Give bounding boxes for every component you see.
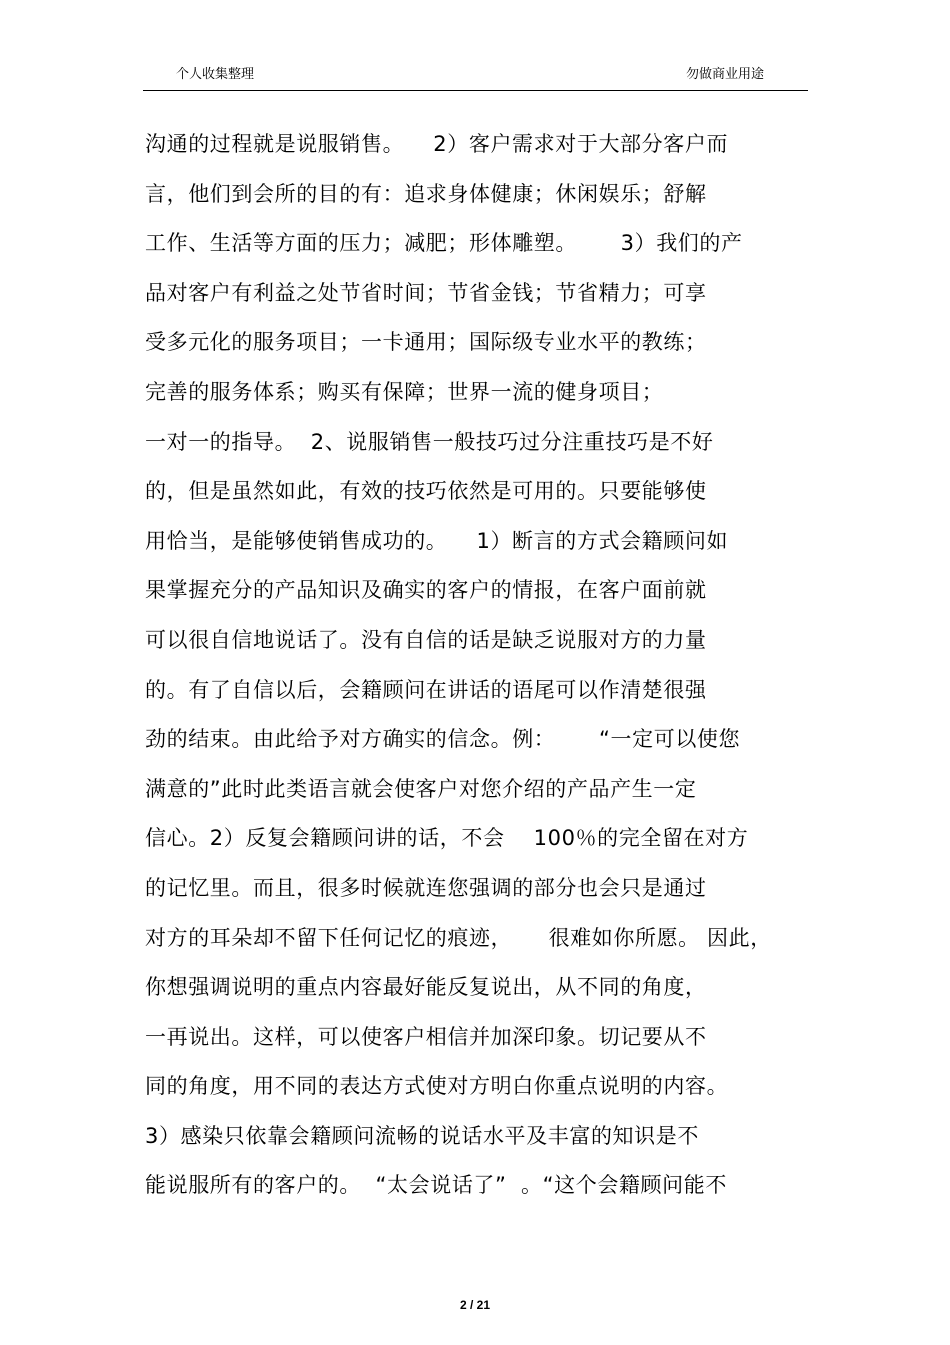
body-text xyxy=(145,120,825,1211)
text-line: 对方的耳朵却不留下任何记忆的痕迹， 很难如你所愿。 因此， xyxy=(145,925,772,950)
text-line: 工作、生活等方面的压力；减肥；形体雕塑。 3）我们的产 xyxy=(145,231,743,256)
text-line: 用恰当，是能够使销售成功的。 1）断言的方式会籍顾问如 xyxy=(145,528,729,553)
header-divider xyxy=(143,90,808,91)
text-line: 劲的结束。由此给予对方确实的信念。例： “一定可以使您 xyxy=(145,727,741,752)
text-line: 果掌握充分的产品知识及确实的客户的情报，在客户面前就 xyxy=(145,578,707,603)
header-left-text: 个人收集整理 xyxy=(176,67,255,82)
text-line: 3）感染只依靠会籍顾问流畅的说话水平及丰富的知识是不 xyxy=(145,1123,699,1148)
text-line: 的。有了自信以后，会籍顾问在讲话的语尾可以作清楚很强 xyxy=(145,677,707,702)
text-line: 一对一的指导。 2、说服销售一般技巧过分注重技巧是不好 xyxy=(145,429,714,454)
page-number: 2 / 21 xyxy=(459,1298,491,1312)
text-line: 一再说出。这样，可以使客户相信并加深印象。切记要从不 xyxy=(145,1024,707,1049)
text-line: 完善的服务体系；购买有保障；世界一流的健身项目； xyxy=(145,379,664,404)
text-line: 同的角度，用不同的表达方式使对方明白你重点说明的内容。 xyxy=(145,1074,729,1099)
header-right-text: 勿做商业用途 xyxy=(685,67,764,82)
text-line: 能说服所有的客户的。 “太会说话了” 。“这个会籍顾问能不 xyxy=(145,1173,727,1198)
text-line: 的，但是虽然如此，有效的技巧依然是可用的。只要能够使 xyxy=(145,479,707,504)
text-line: 的记忆里。而且，很多时候就连您强调的部分也会只是通过 xyxy=(145,875,707,900)
text-line: 你想强调说明的重点内容最好能反复说出，从不同的角度， xyxy=(145,975,707,1000)
text-line: 满意的”此时此类语言就会使客户对您介绍的产品产生一定 xyxy=(145,776,697,801)
text-line: 言，他们到会所的目的有：追求身体健康；休闲娱乐；舒解 xyxy=(145,181,707,206)
text-line: 沟通的过程就是说服销售。 2）客户需求对于大部分客户而 xyxy=(145,132,729,156)
text-line: 信心。2）反复会籍顾问讲的话，不会 100％的完全留在对方 xyxy=(145,826,749,851)
text-line: 品对客户有利益之处节省时间；节省金钱；节省精力；可享 xyxy=(145,280,707,305)
text-line: 可以很自信地说话了。没有自信的话是缺乏说服对方的力量 xyxy=(145,627,707,652)
text-line: 受多元化的服务项目；一卡通用；国际级专业水平的教练； xyxy=(145,330,707,355)
